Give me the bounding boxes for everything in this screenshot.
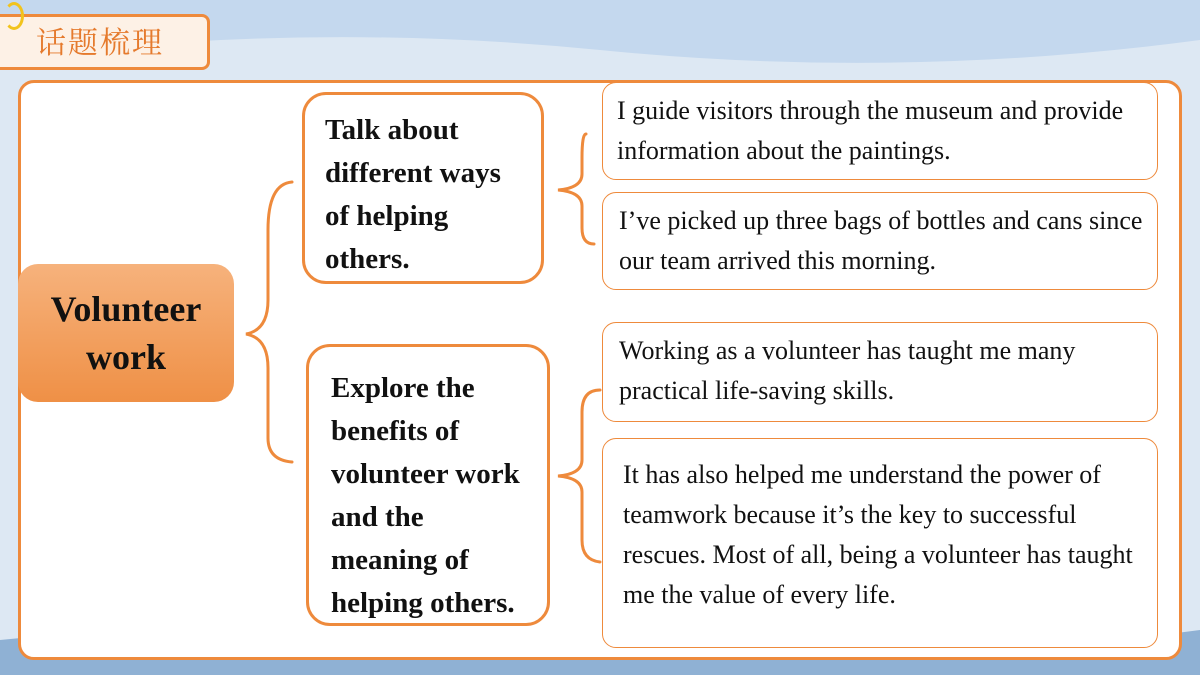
leaf-node-2-2	[602, 438, 1158, 648]
page-title: 话题梳理	[36, 26, 164, 61]
root-node-label: Volunteer work	[50, 289, 202, 377]
branch-node-label: Explore the benefits of volunteer work and the meaning of helping others.	[331, 372, 520, 619]
leaf-node-text: Working as a volunteer has taught me many practical life-saving skills.	[619, 336, 1076, 405]
title-decoration-icon	[4, 2, 24, 30]
branch-node-2	[306, 344, 550, 626]
leaf-node-text: It has also helped me understand the power of teamwork because it’s the key to successful rescues. Most of all, being a volunteer has taught me the value of every life.	[623, 460, 1133, 609]
leaf-node-2-1	[602, 322, 1158, 422]
leaf-node-text: I’ve picked up three bags of bottles and cans since our team arrived this morning.	[619, 206, 1143, 275]
leaf-node-1-1	[602, 82, 1158, 180]
branch-node-label: Talk about different ways of helping others.	[325, 114, 501, 275]
leaf-node-1-2	[602, 192, 1158, 290]
branch-node-1	[302, 92, 544, 284]
root-node	[18, 264, 234, 402]
leaf-node-text: I guide visitors through the museum and provide information about the paintings.	[617, 96, 1124, 165]
